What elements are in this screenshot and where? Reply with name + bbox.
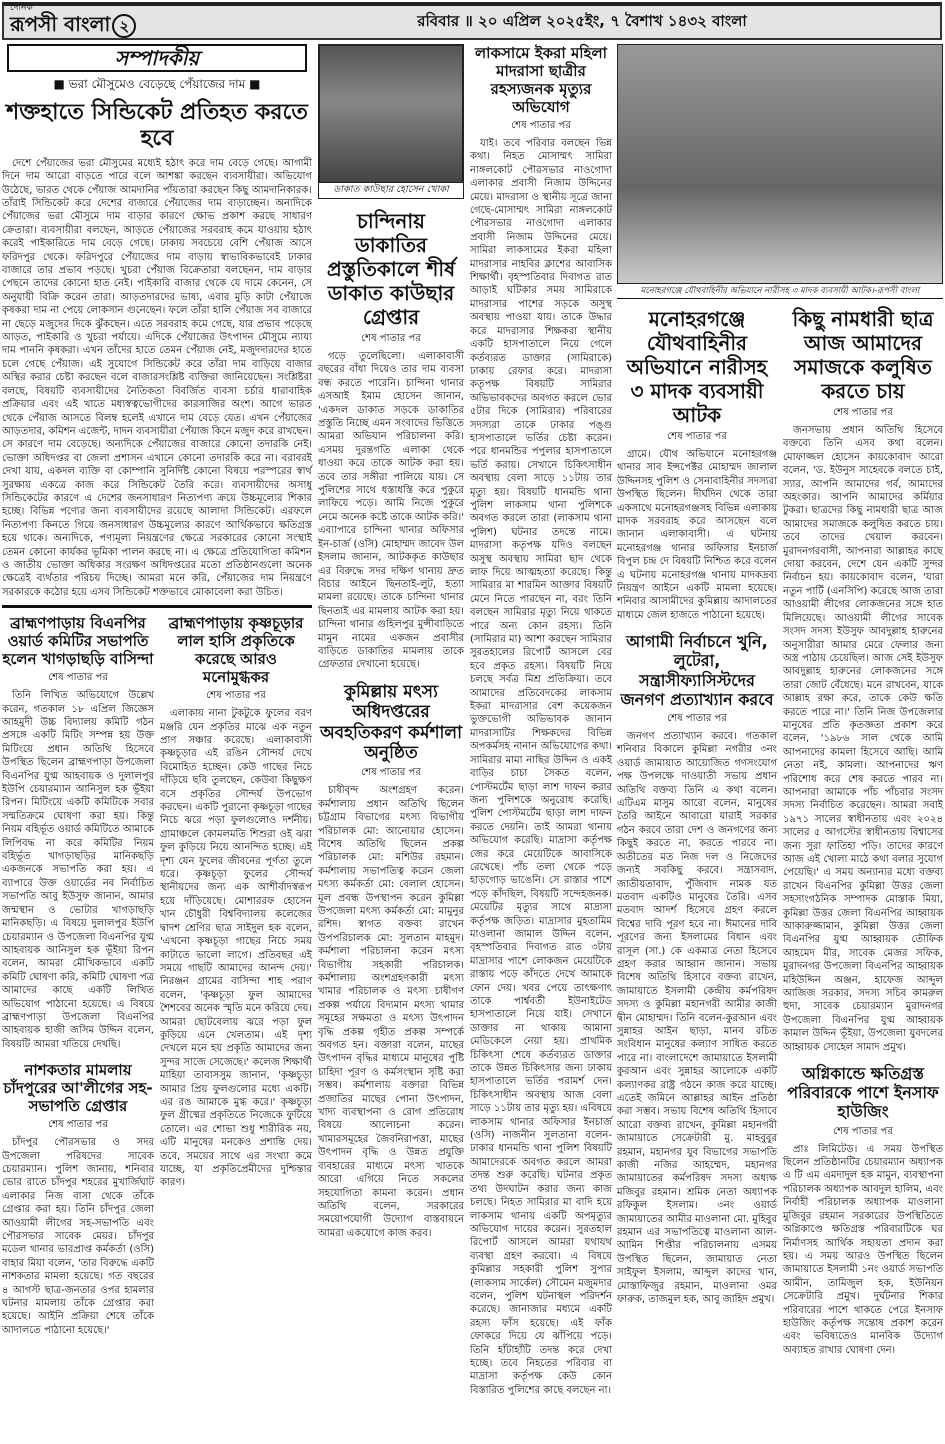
bottom-left-subcolumn bbox=[2, 614, 154, 1337]
photo-block bbox=[617, 44, 943, 299]
continued-label: শেষ পাতার পর bbox=[833, 1125, 893, 1137]
newspaper-logo bbox=[4, 2, 224, 43]
chandina-article bbox=[318, 209, 464, 672]
newspaper-name: রূপসী বাংলা bbox=[10, 11, 111, 36]
headline: চান্দিনায় ডাকাতির প্রস্তুতিকালে শীর্ষ ডাকাত কাউছার গ্রেপ্তার bbox=[326, 209, 456, 329]
namdhari-article bbox=[783, 307, 943, 1054]
continued-label: শেষ পাতার পর bbox=[667, 713, 727, 725]
masthead bbox=[2, 2, 942, 40]
suspect-photo bbox=[319, 45, 463, 183]
column-right bbox=[617, 44, 943, 1357]
dateline: রবিবার ॥ ২০ এপ্রিল ২০২৫ইং, ৭ বৈশাখ ১৪৩২ বাংলা bbox=[417, 11, 747, 30]
photo-caption: মনোহরগঞ্জে যৌথবাহিনীর অভিযানে নারীসহ ৩ মাদক ব্যবসায়ী আটক।-রূপসী বাংলা bbox=[617, 284, 943, 299]
continued-label: শেষ পাতার পর bbox=[361, 333, 421, 344]
headline: ব্রাহ্মণপাড়ায় বিএনপির ওয়ার্ড কমিটির সভাপতি হলেন খাগড়াছড়ি বাসিন্দা bbox=[2, 614, 154, 669]
arrest-photo bbox=[617, 44, 943, 284]
paragraph: প্রাঃ লিমিটেড। এ সময় উপস্থিত ছিলেন প্রতিষ্ঠানটির চেয়ারম্যান অধ্যাপক এ টি এম এমদাদুল হক মামুন, ব্যবস্থাপনা পরিচালক অধ্যাপক আবদুল হালিম, এবং নির্বাহী পরিচালক অধ্যাপক মাওলানা মুজিবুর রহমান সরকারের উপস্থিতিতে অগ্নিকাণ্ডে ক্ষতিগ্রস্ত পরিবারটিকে ঘর নির্মাণসহ আর্থিক সহায়তা প্রদান করা হয়। এ সময় আরও উপস্থিত ছিলেন জামায়াতে ইসলামী ১নং ওয়ার্ড সভাপতি আমীন, তামিজুল হক, ইউনিয়ন সেক্রেটারি প্রমুখ। দুর্ঘটনার শিকার পরিবারের পাশে থাকতে পেরে ইনসাফ হাউজিং কর্তৃপক্ষ সন্তোষ প্রকাশ করেন এবং ভবিষ্যতেও মানবিক উদ্যোগ অব্যাহত রাখার ঘোষণা দেন। bbox=[783, 1143, 943, 1356]
continued-label: শেষ পাতার পর bbox=[48, 672, 108, 684]
manoharganj-article bbox=[617, 307, 777, 622]
paragraph: দেশে পেঁয়াজের ভরা মৌসুমের মধ্যেই হঠাৎ করে দাম বেড়ে গেছে। আগামী দিনে দাম আরো বাড়তে পারে বলে আশঙ্কা করছেন ব্যবসায়ীরা। অভিযোগ উঠেছে, ভারত থেকে পেঁয়াজ আমদানির পাঁয়তারা করছেন কিছু আমদানিকারক। তাঁরাই সিন্ডিকেট করে দেশের বাজারে পেঁয়াজের দাম বাড়াচ্ছেন। অন্যদিকে পেঁয়াজের ভরা মৌসুমে দাম বাড়ার কারণে ক্ষোভ প্রকাশ করছে সাধারণ ক্রেতারা। ব্যবসায়ীরা বলছেন, আড়তে পেঁয়াজের সরবরাহ কমে যাওয়ায় হঠাৎ করেই পাইকারিতে দাম বেড়ে গেছে। ঢাকায় সবচেয়ে বেশি পেঁয়াজ আসে ফরিদপুর থেকে। ফরিদপুরে পেঁয়াজের দাম বাড়ায় স্বাভাবিকভাবেই ঢাকার বাজারে তার প্রভাব পড়ছে। খুচরা পেঁয়াজ বিক্রেতারা বলছেনন, দাম বাড়ার পেছনে তাদের কোনো হাত নেই। পাইকারি বাজার থেকে যে দামে কেনেন, সে অনুযায়ী বিক্রি করেন তারা। আড়তদারদের ভাষ্য, এবার মুড়ি কাটা পেঁয়াজে কৃষকরা দাম না পেয়ে লোকসান গুনেছেন। ফলে তাঁরা হালি পেঁয়াজ সব বাজারে না ছেড়ে মজুদের দিকে ঝুঁকছেন। এতে সরবরাহ কমে গেছে, যার প্রভাব পড়েছে আড়ত, পাইকারি ও খুচরা পর্যায়ে। এদিকে পেঁয়াজের উৎপাদন মৌসুমে ন্যায্য দাম পাননি কৃষকরা। এখন তাঁদের হাতে তেমন পেঁয়াজ নেই, মজুদদারদের হাতে চলে গেছে পেঁয়াজ। এই সুযোগে সিন্ডিকেট করে তাঁরা দাম বাড়িয়ে বাজার অস্থির করার চেষ্টা করছেন বলে বাজারসংশ্লিষ্ট ব্যক্তিরা জানিয়েছেন। সংশ্লিষ্টরা বলছে, বিষয়টি ব্যবসায়ীদের নৈতিকতা বিবর্জিত ব্যবসা চর্চার ধারাবাহিক প্রক্রিয়ার এবং এই খাতে মধ্যস্বত্বভোগীদের কারসাজির অংশ। আগে ভারত থেকে পেঁয়াজ আসতে বিলম্ব হলেই এখানে দাম বেড়ে যেত। এখন পেঁয়াজের আড়তদার, কমিশন এজেন্ট, দাদন ব্যবসায়ীরা পেঁয়াজ কিনে মজুদ করে রাখছেন। সে কারণে দাম বেড়েছে। অন্যদিকে পেঁয়াজের বাজারে কোনো তদারকি নেই। ভোক্তা অধিদপ্তর বা জেলা প্রশাসন এখানে কোনো তদারকি করে না। বরাবরই দেখা যায়, একদল ব্যক্তি বা কোম্পানি সুনির্দিষ্ট কোনো বিষয়ে পরস্পরের স্বার্থ সুরক্ষায় একত্রে কাজ করে সিন্ডিকেট তৈরি করে। ব্যবসায়ীদের অসাধু সিন্ডিকেটের কারণে এ দেশের জনসাধারণ নিত্যপণ্য ক্রয়ে উচ্চমূল্যের শিকার হচ্ছে। বিভিন্ন পণ্যের জন্য ব্যবসায়ীদের রয়েছে আলাদা সিন্ডিকেট। এরফলে নিত্যপণ্য কিনতে গিয়ে জনসাধারণ উচ্চমূল্যের কারণে আর্থিকভাবে ক্ষতিগ্রস্ত হয়ে থাকে। অন্যদিকে, পণ্যমূল্য নিয়ন্ত্রণের ক্ষেত্রে সরকারের কোনো সংস্থাই তেমন কোনো কার্যকর ভূমিকা পালন করছে না। এ ক্ষেত্রে প্রতিযোগিতা কমিশন ও জাতীয় ভোক্তা অধিকার সংরক্ষণ অধিদপ্তরের মতো প্রতিষ্ঠানগুলো অনেক ক্ষেত্রেই ব্যর্থতার পরিচয় দিচ্ছে। আমরা মনে করি, পেঁয়াজের দাম নিয়ন্ত্রণে সরকারকে কঠোর হয়ে এসব সিন্ডিকেট শক্তভাবে মোকাবেলা করা উচিত। bbox=[2, 157, 313, 598]
headline: লাকসামে ইকরা মহিলা মাদরাসা ছাত্রীর রহস্যজনক মৃত্যুর অভিযোগ bbox=[474, 44, 607, 116]
photo-block bbox=[318, 44, 464, 199]
editorial-article bbox=[2, 44, 312, 599]
editorial-label: সম্পাদকীয় bbox=[7, 44, 307, 72]
paragraph: জনসভায় প্রধান অতিথি হিসেবে বক্তব্যে তিনি এসব কথা বলেন। মোফাজ্জল হোসেন কায়কোবাদ আরো বলেন, 'ড. ইউনুস সাহেবকে বলতে চাই, স্যার, আপনি আমাদের গর্ব, আমাদের অহংকার। আপনি আমাদের কর্মিয়ার টুকরা। ছাত্রদের কিছু নামধারী ছাত্র আজ আমাদের সমাজকে কলুষিত করতে চায়। তবে তাদের খেয়াল করবেন। মুরাদনগরবাসী, আপনারা আল্লাহর কাছে দোয়া করবেন, দেশে যেন একটি সুন্দর নির্বাচন হয়। কায়কোবাদ বলেন, 'যারা নতুন পার্টি (এনসিপি) করেছে আজ তারা আওয়ামী লীগের লোকজনের সঙ্গে হাত মিলিয়েছে। আওয়ামী লীগের সাবেক সংসদ সদস্য ইউসুফ আবদুল্লাহ হারুনের অনুসারীরা আমার মেরে ফেলার জন্য অস্ত্র পাঠায় চেয়েছিল। আজ সেই ইউসুফ আবদুল্লাহ হারুনের লোকজনের সঙ্গে তারা জোট বেঁধেছে। মনে রাখবেন, যাকে আল্লাহ রক্ষা করে, তাকে কেউ ক্ষতি করতে পারে না।' তিনি নিজ উপজেলার মানুষের প্রতি কৃতজ্ঞতা প্রকাশ করে বলেন, '১৯৮৬ সাল থেকে আমি আপনাদের কামলা হিসেবে আছি। আমি নেতা নই, কামলা। আপনাদের ঋণ পরিশোধ করে শেষ করতে পারব না। আপনারা আমাকে পাঁচ পাঁচবার সংসদ সদস্য নির্বাচিত করেছেন। আমরা সবাই ১৯৭১ সালের স্বাধীনতায় এবং ২০২৪ সালের ৫ আগস্টের স্বাধীনতায় বিশ্বাসের জন্য সুরা ফাতিহা পড়ি। তাদের কারণে আজ এই খোলা মাঠে কথা বলার সুযোগ পেয়েছি।' এ সময় অন্যান্যর মধ্যে বক্তব্য রাখেন বিএনপির কুমিল্লা উত্তর জেলা সহসাংগঠনিক সম্পাদক মোস্তাক মিয়া, কুমিল্লা উত্তর জেলা বিএনপির আহ্বায়ক আকারুজ্জামান, কুমিল্লা উত্তর জেলা বিএনপির যুগ্ম আহ্বায়ক তৌফিক আহমেদ মীর, সাবেক মেজর সফিক, মুরাদনগর উপজেলা বিএনপির আহ্বায়ক মহিউদ্দিন অঞ্জন, হাফেজ আব্দুল আজিজ সরকার, সদস্য সচিব কামরুল হুদা, সাবেক চেয়ারম্যান মুরাদনগর উপজেলা বিএনপির যুগ্ম আহ্বায়ক কামাল উদ্দিন ভূঁইয়া, উপজেলা যুবদলের আহ্বায়ক সোহেল সামাদ প্রমুখ। bbox=[783, 425, 943, 1053]
continued-label: শেষ পাতার পর bbox=[361, 767, 421, 779]
editorial-body bbox=[2, 157, 312, 599]
paragraph: জনগণ প্রত্যাখ্যান করবে। গতকাল শনিবার বিকালে কুমিল্লা নগরীর ৩নং ওয়ার্ড জামায়াত আয়োজিত গণসংযোগ পক্ষ উপলক্ষে দাওয়াতী সভায় প্রধান অতিথি বক্তব্য তিনি এ কথা বলেন। এটিএম মাসুম আরো বলেন, মানুষের তৈরি আইনে আবারো যারাই সরকার গঠন করবে তারা দেশ ও জনগণের জন্য কিছুই করতে না, করতে পারবে না। অতীতের মত নিজ দল ও নিজেদের জন্যই সবকিছু করবে। সন্ত্রাসবাদ, জাতীয়তাবাদ, পুঁজিবাদ নামক যত মতবাদ একটিও মানুষের তৈরি। এসব মতবাদ আদর্শ হিসেবে গ্রহণ করলে বিশ্বের দাবি পূরণ হবে না। ঈমানের দাবি পূরণের জন্য ইসলামের বিধান এবং রাসূল (সা.) কে একমাত্র নেতা হিসেবে গ্রহণ করার আহ্বান জানান। সভায় বিশেষ অতিথি হিসাবে বক্তব্য রাখেন, জামায়াতে ইসলামী কেন্দ্রীয় কর্মপরিষদ সদস্য ও কুমিল্লা মহানগরী আমীর কাজী দ্বীন মোহাম্মদ। তিনি বলেন-কুরআন এবং সুন্নাহর আইন ছাড়া, মানব রচিত সংবিধান মানুষের কল্যাণ সাধিত করতে পারে না। বাংলাদেশে জামায়াতে ইসলামী কুরআন এবং সুন্নাহর আলোকে একটি কল্যাণকর রাষ্ট্র গঠনে কাজ করে যাচ্ছে। এতেই জমিনে আল্লাহর আইন প্রতিষ্ঠা করা সম্ভব। সভায় বিশেষ অতিথি হিসাবে আরো বক্তব্য রাখেন, কুমিল্লা মহানগরী জামায়াতে সেক্রেটারী মু. মাহবুবুর রহমান, মহানগর যুব বিভাগের সভাপতি কাজী নজির আহম্মেদ, মহানগর জামায়াতের কর্মপরিষদ সদস্য অধ্যক্ষ মজিবুর রহমান। শ্রমিক নেতা অধ্যাপক রফিকুল ইসলাম। ৩নং ওয়ার্ড জামায়াতের আমীর মাওলানা মো. মুহিবুর রহমান এর সভাপতিত্বে মাওলানা আল-আমিন শিপ্তীর পরিচালনায় এসময় উপস্থিত ছিলেন, জামায়াত নেতা সাইফুল ইসলাম, আব্দুল কাদের খান, মোস্তাফিজুর রহমান, মাওলানা ওমর ফারুক, তাজমুল হক, আবু জাহিদ প্রমুখ। bbox=[617, 731, 777, 1306]
headline: কুমিল্লায় মৎস্য অধিদপ্তরের অবহতিকরণ কর্মশালা অনুষ্ঠিত bbox=[319, 681, 463, 763]
paragraph: এলাকায় নানা টুকটুকে ফুলের বরণ মঞ্জরি যেন প্রকৃতির মাঝে এক নতুন প্রাণ সঞ্চার করেছে। এলাকাবাসী কৃষ্ণচূড়ার এই রঙিন সৌন্দর্য দেখে বিমোহিত হচ্ছেন। কেউ গাছের নিচে দাঁড়িয়ে ছবি তুলছেন, কেউবা কিছুক্ষণ বসে প্রকৃতির সৌন্দর্য উপভোগ করছেন। একটি পুরানো কৃষ্ণচূড়া গাছের নিচে ঝরে পড়া ফুলগুলোও দর্শনীয়। গ্রামাঞ্চলে কোমলমতি শিশুরা ওই ঝরা ফুল কুড়িয়ে নিয়ে আনন্দিত হচ্ছে। এই দৃশ্য যেন ফুলের জীবনের পূর্ণতা তুলে ধরে। কৃষ্ণচূড়া ফুলের সৌন্দর্য স্থানীয়দের জন্য এক আশীর্বাদস্বরূপ হয়ে দাঁড়িয়েছে। মোশাররফ হোসেন খান চৌধুরী বিশ্ববিদ্যালয় কলেজের দ্বাদশ শ্রেণির ছাত্র সাইদুল হক বলেন, 'এখনো কৃষ্ণচূড়া গাছের নিচে সময় কাটাতে ভালো লাগে। প্রতিবছর এই সময়ে গাছটি আমাদের আনন্দ দেয়।' নিরঞ্জন গ্রামের বাসিন্দা শাহ পরাণ বলেন, 'কৃষ্ণচূড়া ফুল আমাদের শৈশবের অনেক স্মৃতি মনে করিয়ে দেয়। আমরা ছোটবেলায় ঝরে পড়া ফুল কুড়িয়ে এনে খেলতাম। এই দৃশ্য দেখলে মনে হয় প্রকৃতি আমাদের জন্য সুন্দর সাজে সেজেছে।' কলেজ শিক্ষার্থী মাহিয়া তাবাসসুম জানান, 'কৃষ্ণচূড়া আমার প্রিয় ফুলগুলোর মধ্যে একটি। এর রঙ আমাকে মুগ্ধ করে।' কৃষ্ণচূড়া ফুল গ্রীষ্মের প্রকৃতিতে নিজেকে ফুটিয়ে তোলে। এর শোভা শুধু শারীরিক নয়, এটি মানুষের মনকেও প্রশান্তি দেয়। তবে, সময়ের সাথে এর সংখ্যা কমে যাচ্ছে, যা প্রকৃতিপ্রেমীদের দুশ্চিন্তার কারণ। bbox=[160, 708, 312, 1189]
kicker-text: ভরা মৌসুমেও বেড়েছে পেঁয়াজের দাম bbox=[68, 77, 246, 91]
headline: ব্রাহ্মণপাড়ায় কৃষ্ণচূড়ার লাল হাসি প্রকৃতিকে করেছে আরও মনোমুগ্ধকর bbox=[168, 614, 304, 687]
column-left bbox=[2, 44, 312, 1337]
kumilla-article bbox=[318, 682, 464, 1240]
krishnachura-article bbox=[160, 614, 312, 1337]
continued-label: শেষ পাতার পর bbox=[833, 407, 893, 418]
paragraph: গড়ে তুলেছিলো। এলাকাবাসী বছরের বাঁধা দিয়েও তার দাম ব্যবসা বন্ধ করতে পারেনি। চান্দিনা থানার এসআই ইমাম হোসেন জানান, 'একদল ডাকাত সড়কে ডাকাতির প্রস্তুতি নিচ্ছে এমন সংবাদের ভিত্তিতে আমরা অভিযান পরিচালনা করি। এসময় দুরন্তগতি এলাকা থেকে ধাওয়া করে তাকে আটক করা হয়। তবে তার সঙ্গীরা পালিয়ে যায়। সে পুলিশের সাথে ধস্তাধস্তি করে পুকুরে লাফিয়ে পড়ে। আমি নিজে পুকুরে নেমে অনেক কষ্টে তাকে আটক করি।' এব্যাপারে চান্দিনা থানার অফিসার ইন-চার্জ (ওসি) মোহাম্মদ জাবেদ উল ইসলাম জানান, আটককৃত কাউছার এর বিরুদ্ধে সদর দক্ষিণ থানায় দ্রুত বিচার আইনে ছিনতাই-লুট, হত্যা মামলা রয়েছে। তাকে চান্দিনা থানার ছিনতাই এর মামলায় আটক করা হয়। চান্দিনা থানার গুহিলপুর মুন্সীবাড়িতে মামুন নামের একজন প্রবাসীর বাড়িতে ডাকাতির মামলায় তাকে গ্রেফতার দেখানো হয়েছে। bbox=[318, 351, 464, 671]
bnp-ward-article bbox=[2, 614, 154, 1051]
continued-label: শেষ পাতার পর bbox=[206, 690, 266, 702]
agnikando-article bbox=[783, 1064, 943, 1357]
column-center-left bbox=[318, 44, 464, 1240]
paragraph: গ্রামে। যৌথ অভিযানে মনোহরগঞ্জ থানার সাব ইন্সপেক্টর মোহাম্মদ জালাল উদ্দিনসহ পুলিশ ও সেনাবাহিনীর সদস্যরা উপস্থিত ছিলেন। দীর্ঘদিন থেকে তারা একসাথে মনোহরগঞ্জসহ বিভিন্ন এলাকায় মাদক সরবরাহ করে আসছেন বলে জানান এলাকাবাসী। এ ঘটনায় মনোহরগঞ্জ থানার অফিসার ইনচার্জ বিপুল চন্দ্র দে বিষয়টি নিশ্চিত করে বলেন এ ঘটনায় মনোহরগঞ্জ থানায় মাদকদ্রব্য নিয়ন্ত্রণ আইনে একটি মামলা হয়েছে। শনিবার আসামীদের কুমিল্লায় আদালতের মাধ্যমে জেল হাজতে পাঠানো হয়েছে। bbox=[617, 449, 777, 621]
headline: আগামী নির্বাচনে খুনি, লুটেরা, সন্ত্রাসীফ্যাসিস্টদের জনগণ প্রত্যাখ্যান করবে bbox=[620, 632, 774, 709]
continued-label: শেষ পাতার পর bbox=[667, 431, 727, 442]
continued-label: শেষ পাতার পর bbox=[48, 1119, 108, 1131]
editorial-kicker: ■ ভরা মৌসুমেও বেড়েছে পেঁয়াজের দাম ■ bbox=[53, 77, 261, 91]
editorial-headline: শক্তহাতে সিন্ডিকেট প্রতিহত করতে হবে bbox=[6, 100, 308, 152]
paragraph: চাষীবৃন্দ অংশগ্রহণ করেন। কর্মশালায় প্রধান অতিথি ছিলেন চট্টগ্রাম বিভাগের মৎস্য বিভাগীয় পরিচালক মো: আনোয়ার হোসেন। বিশেষ অতিথি ছিলেন প্রকল্প পরিচালক মো: মশিউর রহমান। কর্মশালায় সভাপতিত্ব করেন জেলা মৎস্য কর্মকর্তা মো: বেলাল হোসেন। মূল প্রবন্ধ উপস্থাপন করেন কুমিল্লা উপজেলা মৎস্য কর্মকর্তা মো: মামুনুর রশিদ। স্বাগত বক্তব্য রাখেন উপপরিচালক মো: সুলতান মাহমুদ। কর্মশালা পরিচালনা করেন মৎস্য বিভাগীয় সহকারী পরিচালক। কর্মশালায় অংশগ্রহণকারী মৎস্য খামার পরিচালক ও মৎস্য চাষীগণ প্রকল্প পর্যায়ে বিদ্যমান মৎস্য খামার সমূহের সক্ষমতা ও মৎস্য উৎপাদন বৃদ্ধি প্রকল্প গৃহীত প্রকল্প সম্পর্কে অবগত হন। বক্তারা বলেন, মাছের উৎপাদন বৃদ্ধির মাধ্যমে মানুষের পুষ্টি চাহিদা পূরণ ও কর্মসংস্থান সৃষ্টি করা সম্ভব। কর্মশালায় বক্তারা বিভিন্ন প্রজাতির মাছের পোনা উৎপাদন, খাদ্য ব্যবস্থাপনা ও রোগ প্রতিরোধ বিষয়ে আলোচনা করেন। খামারসমূহের জৈবনিরাপত্তা, মাছের উৎপাদন বৃদ্ধি ও উন্নত প্রযুক্তি ব্যবহারের মাধ্যমে মৎস্য খাতকে আরো এগিয়ে নিতে সকলের সহযোগিতা কামনা করেন। প্রধান অতিথি বলেন, সরকারের সময়োপযোগী উদ্যোগ বাস্তবায়নে আমরা একযোগে কাজ করব। bbox=[318, 785, 464, 1239]
divider bbox=[2, 605, 312, 608]
logo-small-text: দৈনিক bbox=[10, 2, 33, 13]
headline: কিছু নামধারী ছাত্র আজ আমাদের সমাজকে কলুষিত করতে চায় bbox=[792, 307, 934, 403]
agami-article bbox=[617, 632, 777, 1306]
right-subcolumn-b bbox=[783, 307, 943, 1357]
paragraph: তিনি লিখিত অভিযোগে উল্লেখ করেন, গতকাল ১৮ এপ্রিল জিজ্ঞেস আহমুদী উচ্চ বিদ্যালয় কমিটি গঠন প্রসঙ্গে একটি মিটিং সম্পন্ন হয় উক্ত মিটিংয়ে প্রধান অতিথি হিসেবে উপস্থিত ছিলেন ব্রাহ্মণপাড়া উপজেলা বিএনপির যুগ্ম আহবায়ক ও দুলালপুর ইউপি চেয়ারম্যান আনিসুল হক ভূঁইয়া রিপন। মিটিংয়ে একটি কমিটিকে সবার সম্মতিক্রমে ঘোষণা করা হয়। কিন্তু নিয়ম বহির্ভূত ওয়ার্ড কমিটিতে আমাকে লিপিবদ্ধ না করে কমিটির নিয়ম বহির্ভূত খাগড়াছড়ির মানিকছড়ি একজনকে সভাপতি করা হয়। এ ব্যাপারে উক্ত ওয়ার্ডের নব নির্বাচিত সভাপতি আবু ইউসুফ জানান, আমার জন্মস্থান ও ভোটার খাগড়াছড়ি মানিকছড়ি। এ বিষয়ে দুলালপুর ইউপি চেয়ারম্যান ও উপজেলা বিএনপির যুগ্ম আহবায়ক আনিসুল হক ভূঁইয়া রিপন বলেন, আমরা মৌখিকভাবে একটি কমিটি ঘোষণা করি, কমিটি ঘোষণা পত্র আমাদের কাছে একটি লিখিত অভিযোগ পাঠানো হয়েছে। এ বিষয়ে ব্রাহ্মণপাড়া উপজেলা বিএনপির আহবায়ক হাজী জসিম উদ্দিন বলেন, বিষয়টি আমরা খতিয়ে দেখছি। bbox=[2, 690, 154, 1050]
paragraph: যাই। তবে পরিবার বলছেন ভিন্ন কথা। নিহত মোসাম্মৎ সামিরা নাঙ্গলকোট পৌরসভার নাওগোদা এলাকার প্রবাসী নিজাম উদ্দিনের মেয়ে। মাদরাসা ও স্থানীয় সূত্রে জানা গেছে-মোসাম্মৎ সামিরা নাঙ্গলকোট পৌরসভার নাওগোদা এলাকার প্রবাসী নিজাম উদ্দিনের মেয়ে। সামিরা লাকসামের ইকরা মহিলা মাদরাসার নাহবির ক্লাশের আবাসিক শিক্ষার্থী। বৃহস্পতিবার দিবাগত রাত আড়াই ঘটিকার সময় সামিরাকে মাদরাসার পাশের সড়কে অসুস্থ অবস্থায় পাওয়া যায়। তাকে উদ্ধার করে মাদরাসার শিক্ষকরা স্থানীয় একটি হাসপাতালে নিয়ে গেলে কর্তব্যরত ডাক্তার (সামিরাকে) ঢাকায় রেফার করে। মাদরাসা কতৃপক্ষ বিষয়টি সামিরার অভিভাবকদের অবগত করলে ভোর ৫টার দিকে (সামিরার) পরিবারের সদস্যরা তাকে ঢাকার পঙ্গু হাসপাতালে ভর্তির চেষ্টা করেন। পরে ধানমন্ডির পপুলার হাসপাতালে ভর্তি করায়। সেখানে চিকিৎসাধীন অবস্থায় বেলা সাড়ে ১১টায় তার মৃত্যু হয়। বিষয়টি ধানমন্ডি থানা পুলিশ লাকসাম থানা পুলিশকে অবগত করলে তারা (লাকসাম থানা পুলিশ) ঘটনার তদন্তে নামে। মাদরাসা কতৃপক্ষ যদিও বলছেন অসুস্থ অবস্থায় সামিরা ছাদ থেকে লাফ দিয়ে আত্মহত্যা করেছে। কিন্তু সামিরার মা শারমিন আক্তার বিষয়টি মেনে নিতে পারছেন না, বরং তিনি বলছেন সামিরার মৃত্যু নিয়ে থাকতে পারে অন্য কোন রহস্য। তিনি (সামিরার মা) আশা করছেন সামিরার সুরতহালের রিপোর্ট আসলে বের হবে প্রকৃত রহস্য। বিষয়টি নিয়ে চলছে সর্বত্র মিশ্র প্রতিক্রিয়া। তবে আমাদের প্রতিবেদকের লাকসাম ইকরা মাদরাসার বেশ কয়েকজন ভুক্তভোগী অভিভাবক জানান মাদরাসাটির শিক্ষকদের বিভিন্ন অপকর্মসহ নানান অভিযোগের কথা। সামিরার মামা নাছির উদ্দিন ও একই বাড়ির চাচা সৈকত বলেন, পোস্টমর্টেম ছাড়া লাশ দাফন করার জন্য পুলিশকে অনুরোধ করেছি। পুলিশ পোস্টমর্টেম ছাড়া লাশ দাফন করতে দেয়নি। তাই আমরা থানায় অভিযোগ করেছি। মাদ্রাসা কর্তৃপক্ষ জের করে মেয়েটিকে আবাসিকে রেখেছে। পাঁচ তলা থেকে পড়ে হাড়গোড় ভাঙেনি। সে রাস্তার পাশে পড়ে কাঁদছিল, বিষয়টি সন্দেহজনক। মেয়েটির মৃত্যুর সাথে মাদ্রাসা কর্তৃপক্ষ জড়িত। মাদ্রাসার মুহতামিম মাওলানা জামাল উদ্দিন বলেন, বৃহস্পতিবার দিবাগত রাত ৩টায় মাদ্রাসার পাশে লোকজন মেয়েটিকে রাস্তায় পড়ে কাঁদতে দেখে আমাকে ফোন দেয়। খবর পেয়ে তাৎক্ষণাৎ তাকে পার্শ্ববর্তী ইউনাইটেড হাসপাতালে নিয়ে যাই। সেখানে ডাক্তার না থাকায় আমানা মেডিকেলে নেয়া হয়। প্রাথমিক চিকিৎসা শেষে কর্তব্যরত ডাক্তার তাকে উন্নত চিকিৎসার জন্য ঢাকায় হাসপাতালে ভর্তির পরামর্শ দেন। চিকিৎসাধীন অবস্থায় আজ বেলা সাড়ে ১১টায় তার মৃত্যু হয়। এবিষয়ে লাকসাম থানার অফিসার ইনচার্জ (ওসি) নাজনীন সুলতানা বলেন- ঢাকার ধানমন্ডি থানা পুলিশ বিষয়টি আমাদেরকে অবগত করলে আমরা তদন্ত শুরু করেছি। ঘটনার প্রকৃত তথ্য উদঘাটন করার জন্য কাজ চলছে। নিহত সামিরার মা বাদি হয়ে লাকসাম থানায় একটি অপমৃত্যুর অভিযোগ দায়ের করেন। সুরতহাল রিপোর্ট আসলে আমরা যথাযথ ব্যবস্থা গ্রহণ করবো। এ বিষয়ে কুমিল্লার সহকারী পুলিশ সুপার (লাকসাম সার্কেল) সৌমেন মজুমদার বলেন, পুলিশ ঘটনাস্থল পরিদর্শন করেছে। জানাজার মধ্যমে একটি রহস্য ফাঁস হয়েছে। এই ফাঁক ফোকরে দিয়ে যে ঝাঁপিয়ে পড়ে। তিনি হাঁটাহাঁটি তদন্ত করে দেখা হচ্ছে। তবে নিহতের পরিবার বা মাদ্রাসা কর্তৃপক্ষ কেউ কোন বিস্তারিত পুলিশের কাছে বলছেন না। bbox=[470, 138, 612, 1396]
photo-caption: ডাকাত কাউছার হোসেন খোকা bbox=[333, 184, 449, 195]
headline: অগ্নিকান্ডে ক্ষতিগ্রস্ত পরিবারকে পাশে ইনসাফ হাউজিং bbox=[787, 1064, 939, 1122]
headline: মনোহরগঞ্জে যৌথবাহিনীর অভিযানে নারীসহ ৩ মাদক ব্যবসায়ী আটক bbox=[626, 307, 768, 427]
right-subcolumn-a bbox=[617, 307, 777, 1357]
laksam-article bbox=[470, 44, 612, 1397]
page-number: ২ bbox=[112, 14, 136, 38]
nashkata-article bbox=[2, 1061, 154, 1337]
continued-label: শেষ পাতার পর bbox=[511, 120, 571, 131]
headline: নাশকতার মামলায় চাঁদপুরের আ'লীগের সহ-সভাপতি গ্রেপ্তার bbox=[3, 1061, 153, 1116]
paragraph: চাঁদপুর পৌরসভার ও সদর উপজেলা পরিষদের সাবেক চেয়ারম্যান। পুলিশ জানায়, শনিবার ভোর রাতে চাঁদপুর শহরের মুখার্জিঘাট এলাকার নিজ বাসা থেকে তাঁকে গ্রেপ্তার করা হয়। তিনি চাঁদপুর জেলা আওয়ামী লীগের সহ-সভাপতি এবং পৌরসভার সাবেক মেয়র। চাঁদপুর মডেল থানার ভারপ্রাপ্ত কর্মকর্তা (ওসি) বাহার মিয়া বলেন, 'তার বিরুদ্ধে একটি নাশকতার মামলা হয়েছে। গত বছরের ৪ আগস্ট ছাত্র-জনতার ওপর হামলার ঘটনার মামলায় তাঁকে গ্রেপ্তার করা হয়েছে। আইনি প্রক্রিয়া শেষে তাঁকে আদালতে পাঠানো হয়েছে।' bbox=[2, 1137, 154, 1336]
